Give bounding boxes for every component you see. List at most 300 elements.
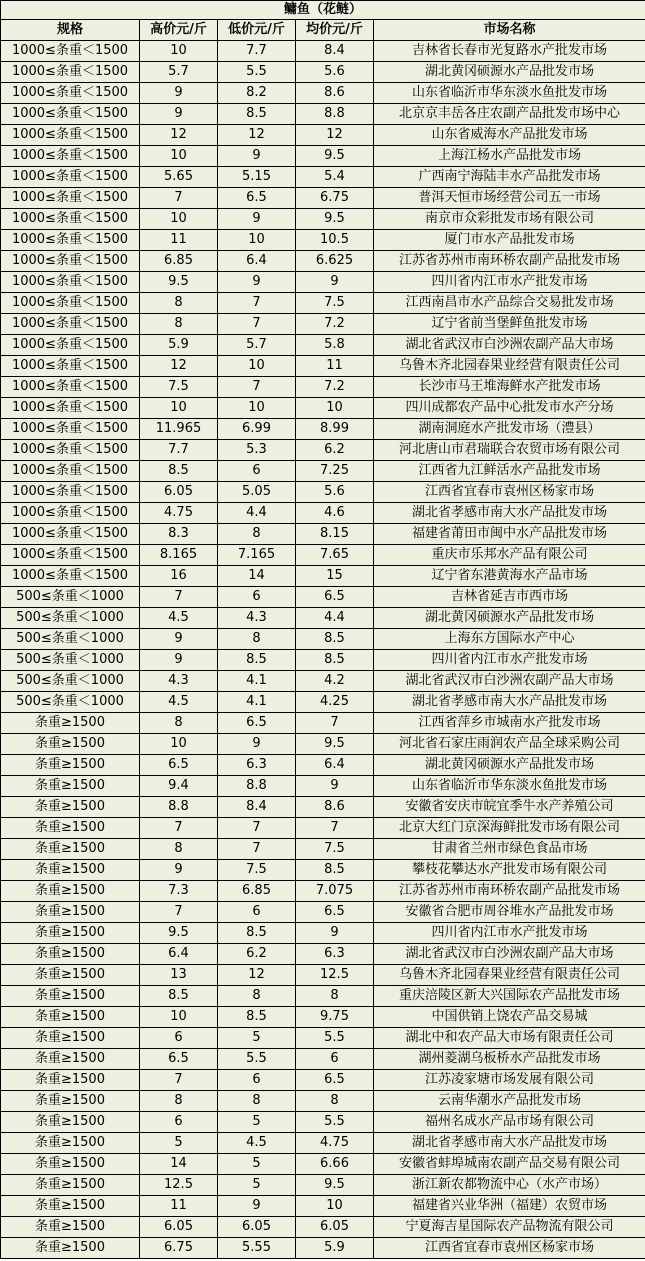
cell-high-price: 9.5	[140, 923, 218, 944]
cell-low-price: 8.2	[218, 83, 296, 104]
cell-spec: 500≤条重＜1000	[1, 629, 140, 650]
cell-spec: 条重≥1500	[1, 755, 140, 776]
cell-avg-price: 5.5	[296, 1028, 374, 1049]
cell-high-price: 12.5	[140, 1175, 218, 1196]
cell-high-price: 13	[140, 965, 218, 986]
cell-avg-price: 6.05	[296, 1217, 374, 1238]
cell-spec: 条重≥1500	[1, 1154, 140, 1175]
cell-low-price: 8.4	[218, 797, 296, 818]
table-row	[1, 1154, 645, 1175]
cell-avg-price: 15	[296, 566, 374, 587]
cell-avg-price: 12.5	[296, 965, 374, 986]
table-row	[1, 167, 645, 188]
table-row	[1, 629, 645, 650]
table-row	[1, 83, 645, 104]
cell-avg-price: 5.8	[296, 335, 374, 356]
cell-spec: 条重≥1500	[1, 860, 140, 881]
cell-avg-price: 4.4	[296, 608, 374, 629]
cell-market-name: 乌鲁木齐北园春果业经营有限责任公司	[374, 356, 645, 377]
cell-spec: 1000≤条重＜1500	[1, 209, 140, 230]
cell-market-name: 上海东方国际水产中心	[374, 629, 645, 650]
cell-low-price: 10	[218, 230, 296, 251]
cell-low-price: 6	[218, 461, 296, 482]
cell-market-name: 安徽省合肥市周谷堆水产品批发市场	[374, 902, 645, 923]
cell-spec: 1000≤条重＜1500	[1, 230, 140, 251]
cell-avg-price: 4.2	[296, 671, 374, 692]
cell-avg-price: 9.75	[296, 1007, 374, 1028]
cell-low-price: 8.5	[218, 1007, 296, 1028]
cell-spec: 500≤条重＜1000	[1, 692, 140, 713]
cell-high-price: 10	[140, 734, 218, 755]
cell-low-price: 6.2	[218, 944, 296, 965]
cell-market-name: 吉林省延吉市西市场	[374, 587, 645, 608]
cell-high-price: 6.4	[140, 944, 218, 965]
cell-market-name: 湖北省武汉市白沙洲农副产品大市场	[374, 335, 645, 356]
header-low-price: 低价元/斤	[218, 20, 296, 41]
cell-spec: 1000≤条重＜1500	[1, 83, 140, 104]
cell-low-price: 4.1	[218, 671, 296, 692]
cell-avg-price: 7.5	[296, 839, 374, 860]
cell-high-price: 7	[140, 587, 218, 608]
cell-market-name: 山东省临沂市华东淡水鱼批发市场	[374, 776, 645, 797]
cell-market-name: 浙江新农都物流中心（水产市场）	[374, 1175, 645, 1196]
cell-low-price: 7.7	[218, 41, 296, 62]
cell-avg-price: 8	[296, 986, 374, 1007]
cell-high-price: 9.4	[140, 776, 218, 797]
cell-high-price: 6.5	[140, 755, 218, 776]
cell-spec: 条重≥1500	[1, 965, 140, 986]
cell-market-name: 湖北黄冈硕源水产品批发市场	[374, 755, 645, 776]
cell-high-price: 10	[140, 1007, 218, 1028]
cell-high-price: 7.3	[140, 881, 218, 902]
cell-avg-price: 5.4	[296, 167, 374, 188]
cell-avg-price: 6.2	[296, 440, 374, 461]
cell-market-name: 长沙市马王堆海鲜水产批发市场	[374, 377, 645, 398]
cell-spec: 条重≥1500	[1, 1112, 140, 1133]
cell-low-price: 5	[218, 1154, 296, 1175]
cell-market-name: 北京京丰岳各庄农副产品批发市场中心	[374, 104, 645, 125]
table-row	[1, 881, 645, 902]
cell-avg-price: 7.075	[296, 881, 374, 902]
table-row	[1, 272, 645, 293]
cell-market-name: 四川成都农产品中心批发市水产分场	[374, 398, 645, 419]
cell-spec: 条重≥1500	[1, 1049, 140, 1070]
cell-high-price: 8	[140, 713, 218, 734]
cell-high-price: 14	[140, 1154, 218, 1175]
table-row	[1, 608, 645, 629]
cell-spec: 500≤条重＜1000	[1, 608, 140, 629]
cell-market-name: 南京市众彩批发市场有限公司	[374, 209, 645, 230]
cell-spec: 1000≤条重＜1500	[1, 41, 140, 62]
table-row	[1, 230, 645, 251]
cell-spec: 条重≥1500	[1, 1028, 140, 1049]
cell-spec: 1000≤条重＜1500	[1, 566, 140, 587]
table-row	[1, 1175, 645, 1196]
cell-market-name: 福州名成水产品市场有限公司	[374, 1112, 645, 1133]
table-row	[1, 1133, 645, 1154]
cell-high-price: 4.5	[140, 692, 218, 713]
cell-market-name: 福建省兴业华洲（福建）农贸市场	[374, 1196, 645, 1217]
cell-low-price: 12	[218, 125, 296, 146]
cell-spec: 条重≥1500	[1, 776, 140, 797]
table-row	[1, 944, 645, 965]
table-row	[1, 398, 645, 419]
cell-high-price: 8.3	[140, 524, 218, 545]
table-row	[1, 356, 645, 377]
cell-avg-price: 7	[296, 818, 374, 839]
cell-avg-price: 10.5	[296, 230, 374, 251]
cell-avg-price: 12	[296, 125, 374, 146]
table-body	[1, 41, 645, 1259]
cell-low-price: 5.5	[218, 1049, 296, 1070]
table-row	[1, 1217, 645, 1238]
cell-market-name: 江西省萍乡市城南水产批发市场	[374, 713, 645, 734]
cell-avg-price: 8.6	[296, 83, 374, 104]
cell-avg-price: 5.6	[296, 482, 374, 503]
cell-market-name: 上海江杨水产品批发市场	[374, 146, 645, 167]
cell-high-price: 16	[140, 566, 218, 587]
cell-market-name: 四川省内江市水产批发市场	[374, 923, 645, 944]
table-row	[1, 482, 645, 503]
cell-high-price: 5	[140, 1133, 218, 1154]
cell-low-price: 6.5	[218, 188, 296, 209]
cell-high-price: 9	[140, 629, 218, 650]
cell-high-price: 4.75	[140, 503, 218, 524]
cell-high-price: 9	[140, 104, 218, 125]
cell-avg-price: 5.5	[296, 1112, 374, 1133]
cell-spec: 条重≥1500	[1, 944, 140, 965]
cell-avg-price: 11	[296, 356, 374, 377]
cell-spec: 1000≤条重＜1500	[1, 419, 140, 440]
cell-spec: 条重≥1500	[1, 1007, 140, 1028]
cell-spec: 条重≥1500	[1, 818, 140, 839]
cell-spec: 条重≥1500	[1, 734, 140, 755]
cell-spec: 条重≥1500	[1, 923, 140, 944]
cell-low-price: 9	[218, 1196, 296, 1217]
cell-low-price: 7	[218, 293, 296, 314]
table-row	[1, 62, 645, 83]
cell-spec: 500≤条重＜1000	[1, 587, 140, 608]
table-row	[1, 146, 645, 167]
table-row	[1, 461, 645, 482]
cell-spec: 条重≥1500	[1, 839, 140, 860]
cell-high-price: 8.8	[140, 797, 218, 818]
cell-market-name: 湖北省孝感市南大水产品批发市场	[374, 503, 645, 524]
cell-spec: 1000≤条重＜1500	[1, 188, 140, 209]
cell-low-price: 5.3	[218, 440, 296, 461]
cell-avg-price: 9	[296, 776, 374, 797]
cell-avg-price: 7.25	[296, 461, 374, 482]
cell-spec: 条重≥1500	[1, 1217, 140, 1238]
table-row	[1, 188, 645, 209]
cell-market-name: 湖北省孝感市南大水产品批发市场	[374, 692, 645, 713]
cell-market-name: 四川省内江市水产批发市场	[374, 272, 645, 293]
cell-market-name: 湖北省孝感市南大水产品批发市场	[374, 1133, 645, 1154]
cell-spec: 条重≥1500	[1, 713, 140, 734]
table-row	[1, 419, 645, 440]
cell-spec: 条重≥1500	[1, 881, 140, 902]
cell-avg-price: 10	[296, 1196, 374, 1217]
cell-avg-price: 7.2	[296, 314, 374, 335]
cell-avg-price: 6.4	[296, 755, 374, 776]
cell-high-price: 8.5	[140, 461, 218, 482]
cell-market-name: 山东省威海水产品批发市场	[374, 125, 645, 146]
cell-avg-price: 8.5	[296, 629, 374, 650]
cell-low-price: 7.5	[218, 860, 296, 881]
table-row	[1, 251, 645, 272]
cell-low-price: 4.1	[218, 692, 296, 713]
cell-market-name: 江苏省苏州市南环桥农副产品批发市场	[374, 881, 645, 902]
cell-spec: 1000≤条重＜1500	[1, 377, 140, 398]
cell-low-price: 5	[218, 1175, 296, 1196]
cell-high-price: 6	[140, 1112, 218, 1133]
cell-high-price: 6.75	[140, 1238, 218, 1259]
cell-avg-price: 9.5	[296, 209, 374, 230]
cell-avg-price: 8	[296, 1091, 374, 1112]
cell-market-name: 福建省莆田市闽中水产品批发市场	[374, 524, 645, 545]
cell-market-name: 中国供销上饶农产品交易城	[374, 1007, 645, 1028]
table-row	[1, 503, 645, 524]
table-row	[1, 587, 645, 608]
cell-low-price: 8.5	[218, 104, 296, 125]
cell-spec: 条重≥1500	[1, 1175, 140, 1196]
cell-high-price: 7.7	[140, 440, 218, 461]
cell-high-price: 8.5	[140, 986, 218, 1007]
cell-high-price: 7	[140, 1070, 218, 1091]
cell-high-price: 7	[140, 902, 218, 923]
cell-low-price: 9	[218, 209, 296, 230]
cell-market-name: 湖北黄冈硕源水产品批发市场	[374, 62, 645, 83]
cell-avg-price: 8.15	[296, 524, 374, 545]
cell-high-price: 5.9	[140, 335, 218, 356]
cell-market-name: 江西南昌市水产品综合交易批发市场	[374, 293, 645, 314]
table-row	[1, 713, 645, 734]
cell-avg-price: 4.75	[296, 1133, 374, 1154]
cell-avg-price: 8.5	[296, 860, 374, 881]
cell-market-name: 江苏省苏州市南环桥农副产品批发市场	[374, 251, 645, 272]
table-row	[1, 965, 645, 986]
header-avg-price: 均价元/斤	[296, 20, 374, 41]
cell-market-name: 重庆市乐邦水产品有限公司	[374, 545, 645, 566]
cell-spec: 1000≤条重＜1500	[1, 293, 140, 314]
header-market-name: 市场名称	[374, 20, 645, 41]
cell-low-price: 12	[218, 965, 296, 986]
cell-low-price: 5.7	[218, 335, 296, 356]
cell-avg-price: 6.625	[296, 251, 374, 272]
cell-market-name: 甘肃省兰州市绿色食品市场	[374, 839, 645, 860]
cell-market-name: 山东省临沂市华东淡水鱼批发市场	[374, 83, 645, 104]
table-row	[1, 209, 645, 230]
cell-low-price: 5	[218, 1112, 296, 1133]
cell-spec: 1000≤条重＜1500	[1, 398, 140, 419]
cell-low-price: 7	[218, 818, 296, 839]
cell-market-name: 北京大红门京深海鲜批发市场有限公司	[374, 818, 645, 839]
cell-avg-price: 6.66	[296, 1154, 374, 1175]
cell-market-name: 安徽省蚌埠城南农副产品交易有限公司	[374, 1154, 645, 1175]
cell-avg-price: 10	[296, 398, 374, 419]
cell-high-price: 9	[140, 650, 218, 671]
cell-market-name: 宁夏海吉星国际农产品物流有限公司	[374, 1217, 645, 1238]
cell-high-price: 7	[140, 188, 218, 209]
cell-high-price: 5.65	[140, 167, 218, 188]
cell-low-price: 5.5	[218, 62, 296, 83]
cell-low-price: 7	[218, 314, 296, 335]
cell-avg-price: 8.99	[296, 419, 374, 440]
cell-low-price: 5	[218, 1028, 296, 1049]
cell-low-price: 6	[218, 1070, 296, 1091]
cell-spec: 1000≤条重＜1500	[1, 503, 140, 524]
cell-spec: 1000≤条重＜1500	[1, 251, 140, 272]
cell-spec: 1000≤条重＜1500	[1, 524, 140, 545]
cell-low-price: 10	[218, 398, 296, 419]
table-row	[1, 125, 645, 146]
header-high-price: 高价元/斤	[140, 20, 218, 41]
cell-high-price: 9	[140, 83, 218, 104]
cell-low-price: 9	[218, 272, 296, 293]
cell-avg-price: 8.6	[296, 797, 374, 818]
cell-spec: 条重≥1500	[1, 1196, 140, 1217]
cell-low-price: 4.5	[218, 1133, 296, 1154]
cell-high-price: 4.3	[140, 671, 218, 692]
cell-spec: 500≤条重＜1000	[1, 671, 140, 692]
cell-high-price: 9.5	[140, 272, 218, 293]
cell-low-price: 7	[218, 839, 296, 860]
cell-low-price: 9	[218, 734, 296, 755]
cell-avg-price: 9.5	[296, 734, 374, 755]
cell-avg-price: 6.3	[296, 944, 374, 965]
cell-market-name: 安徽省安庆市皖宜季牛水产养殖公司	[374, 797, 645, 818]
cell-low-price: 8.8	[218, 776, 296, 797]
cell-spec: 1000≤条重＜1500	[1, 335, 140, 356]
table-row	[1, 839, 645, 860]
cell-market-name: 湖北省武汉市白沙洲农副产品大市场	[374, 944, 645, 965]
cell-avg-price: 5.9	[296, 1238, 374, 1259]
cell-market-name: 辽宁省东港黄海水产品市场	[374, 566, 645, 587]
title-row	[1, 1, 645, 20]
cell-avg-price: 9.5	[296, 1175, 374, 1196]
cell-spec: 1000≤条重＜1500	[1, 104, 140, 125]
table-row	[1, 818, 645, 839]
cell-low-price: 7.165	[218, 545, 296, 566]
cell-market-name: 辽宁省前当堡鲜鱼批发市场	[374, 314, 645, 335]
cell-low-price: 8	[218, 1091, 296, 1112]
table-row	[1, 860, 645, 881]
cell-high-price: 11	[140, 230, 218, 251]
cell-spec: 条重≥1500	[1, 797, 140, 818]
table-row	[1, 104, 645, 125]
cell-avg-price: 7.5	[296, 293, 374, 314]
cell-avg-price: 9	[296, 272, 374, 293]
cell-low-price: 5.55	[218, 1238, 296, 1259]
cell-high-price: 6.5	[140, 1049, 218, 1070]
table-row	[1, 692, 645, 713]
header-row	[1, 20, 645, 41]
cell-spec: 1000≤条重＜1500	[1, 146, 140, 167]
table-row	[1, 1112, 645, 1133]
cell-avg-price: 4.6	[296, 503, 374, 524]
cell-market-name: 云南华潮水产品批发市场	[374, 1091, 645, 1112]
cell-market-name: 普洱天恒市场经营公司五一市场	[374, 188, 645, 209]
cell-high-price: 8.165	[140, 545, 218, 566]
cell-avg-price: 8.5	[296, 650, 374, 671]
table-row	[1, 671, 645, 692]
cell-market-name: 四川省内江市水产批发市场	[374, 650, 645, 671]
cell-avg-price: 7	[296, 713, 374, 734]
cell-spec: 1000≤条重＜1500	[1, 482, 140, 503]
cell-low-price: 6	[218, 902, 296, 923]
table-row	[1, 545, 645, 566]
cell-low-price: 8	[218, 986, 296, 1007]
header-spec: 规格	[1, 20, 140, 41]
cell-low-price: 8.5	[218, 650, 296, 671]
cell-low-price: 9	[218, 146, 296, 167]
cell-high-price: 6.05	[140, 482, 218, 503]
cell-spec: 条重≥1500	[1, 986, 140, 1007]
cell-market-name: 湖北省武汉市白沙洲农副产品大市场	[374, 671, 645, 692]
cell-high-price: 11.965	[140, 419, 218, 440]
cell-high-price: 9	[140, 860, 218, 881]
cell-spec: 条重≥1500	[1, 902, 140, 923]
table-row	[1, 1049, 645, 1070]
cell-low-price: 8	[218, 629, 296, 650]
cell-market-name: 江西省宜春市袁州区杨家市场	[374, 482, 645, 503]
cell-spec: 1000≤条重＜1500	[1, 314, 140, 335]
table-row	[1, 1028, 645, 1049]
table-row	[1, 986, 645, 1007]
cell-high-price: 10	[140, 398, 218, 419]
cell-high-price: 7	[140, 818, 218, 839]
cell-high-price: 10	[140, 146, 218, 167]
cell-avg-price: 6.5	[296, 1070, 374, 1091]
cell-high-price: 8	[140, 1091, 218, 1112]
cell-low-price: 6	[218, 587, 296, 608]
table-row	[1, 902, 645, 923]
cell-spec: 1000≤条重＜1500	[1, 461, 140, 482]
cell-spec: 条重≥1500	[1, 1091, 140, 1112]
cell-market-name: 河北省石家庄雨润农产品全球采购公司	[374, 734, 645, 755]
cell-spec: 500≤条重＜1000	[1, 650, 140, 671]
cell-spec: 条重≥1500	[1, 1238, 140, 1259]
table-row	[1, 566, 645, 587]
table-row	[1, 734, 645, 755]
cell-market-name: 厦门市水产品批发市场	[374, 230, 645, 251]
cell-avg-price: 4.25	[296, 692, 374, 713]
table-row	[1, 797, 645, 818]
table-row	[1, 314, 645, 335]
cell-market-name: 河北唐山市君瑞联合农贸市场有限公司	[374, 440, 645, 461]
cell-market-name: 江苏凌家塘市场发展有限公司	[374, 1070, 645, 1091]
cell-low-price: 10	[218, 356, 296, 377]
cell-high-price: 10	[140, 41, 218, 62]
cell-avg-price: 6	[296, 1049, 374, 1070]
cell-avg-price: 6.75	[296, 188, 374, 209]
table-title: 鳙鱼（花鲢）	[1, 1, 645, 20]
cell-spec: 1000≤条重＜1500	[1, 440, 140, 461]
cell-market-name: 广西南宁海陆丰水产品批发市场	[374, 167, 645, 188]
cell-high-price: 7.5	[140, 377, 218, 398]
cell-high-price: 11	[140, 1196, 218, 1217]
cell-market-name: 重庆涪陵区新大兴国际农产品批发市场	[374, 986, 645, 1007]
cell-market-name: 湖北中和农产品大市场有限责任公司	[374, 1028, 645, 1049]
cell-low-price: 14	[218, 566, 296, 587]
cell-low-price: 5.15	[218, 167, 296, 188]
cell-low-price: 5.05	[218, 482, 296, 503]
cell-high-price: 4.5	[140, 608, 218, 629]
cell-spec: 条重≥1500	[1, 1070, 140, 1091]
cell-high-price: 12	[140, 125, 218, 146]
cell-spec: 1000≤条重＜1500	[1, 167, 140, 188]
cell-high-price: 6.05	[140, 1217, 218, 1238]
